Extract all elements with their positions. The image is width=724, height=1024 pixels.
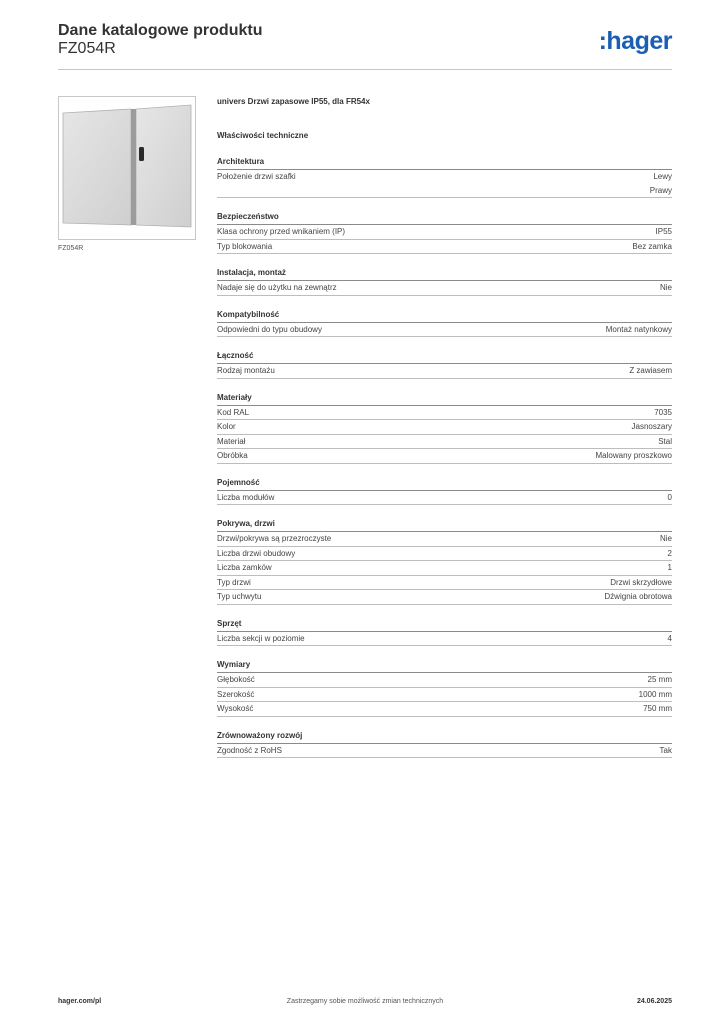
section-title: Pojemność — [217, 477, 672, 491]
spec-label: Położenie drzwi szafki — [217, 172, 296, 181]
spec-label: Szerokość — [217, 689, 255, 699]
door-illustration — [59, 97, 195, 239]
spec-row — [217, 240, 672, 255]
spec-value — [606, 323, 672, 337]
spec-row — [217, 532, 672, 547]
spec-label: Głębokość — [217, 675, 255, 684]
spec-row — [217, 547, 672, 562]
right-door-panel — [136, 105, 191, 227]
spec-row — [217, 323, 672, 338]
spec-row — [217, 406, 672, 421]
spec-label: Liczba modułów — [217, 492, 275, 502]
spec-value — [632, 420, 672, 434]
section-title: Bezpieczeństwo — [217, 211, 672, 225]
page-title: Dane katalogowe produktu — [58, 22, 263, 39]
spec-value — [660, 532, 672, 546]
product-description: univers Drzwi zapasowe IP55, dla FR54x — [217, 97, 370, 106]
spec-row — [217, 632, 672, 647]
spec-value-line: Jasnoszary — [631, 422, 672, 431]
spec-label: Typ drzwi — [217, 577, 251, 587]
spec-value-line: 1 — [667, 563, 672, 572]
logo-mark: : — [598, 27, 607, 55]
spec-value-line: IP55 — [655, 227, 672, 236]
product-code: FZ054R — [58, 40, 116, 57]
spec-label: Wysokość — [217, 704, 254, 713]
spec-value — [660, 744, 672, 758]
spec-label: Rodzaj montażu — [217, 366, 275, 375]
technical-properties-heading: Właściwości techniczne — [217, 131, 309, 140]
spec-value — [610, 576, 672, 590]
section-title: Architektura — [217, 156, 672, 170]
section-title: Sprzęt — [217, 618, 672, 632]
spec-value-line: Stal — [658, 436, 672, 446]
spec-section — [217, 350, 672, 379]
product-image — [58, 96, 196, 240]
spec-value-line: Malowany proszkowo — [595, 451, 672, 460]
spec-value — [648, 673, 672, 687]
spec-label: Liczba drzwi obudowy — [217, 548, 296, 558]
spec-value-line: Nie — [659, 283, 672, 292]
spec-value-line: Tak — [659, 745, 672, 755]
section-title: Kompatybilność — [217, 309, 672, 323]
spec-row — [217, 364, 672, 379]
spec-row — [217, 702, 672, 717]
spec-row — [217, 435, 672, 450]
spec-value — [629, 364, 672, 378]
door-handle — [139, 147, 144, 161]
spec-value — [660, 281, 672, 295]
spec-value — [654, 406, 672, 420]
spec-value-line: 0 — [667, 492, 672, 502]
spec-label: Klasa ochrony przed wnikaniem (IP) — [217, 227, 346, 236]
spec-section — [217, 518, 672, 605]
spec-section — [217, 618, 672, 647]
section-title: Zrównoważony rozwój — [217, 730, 672, 744]
spec-value-line: Z zawiasem — [629, 366, 672, 375]
header-divider — [58, 69, 672, 70]
hager-logo — [599, 28, 672, 54]
spec-value — [668, 547, 672, 561]
left-door-panel — [63, 109, 131, 225]
spec-label: Typ uchwytu — [217, 592, 262, 601]
spec-label: Typ blokowania — [217, 241, 273, 251]
spec-label: Zgodność z RoHS — [217, 745, 282, 755]
section-title: Łączność — [217, 350, 672, 364]
spec-row — [217, 420, 672, 435]
spec-label: Materiał — [217, 436, 246, 446]
spec-value-line: 25 mm — [647, 675, 672, 684]
spec-section — [217, 211, 672, 254]
spec-row — [217, 449, 672, 464]
spec-section — [217, 392, 672, 464]
spec-value — [668, 561, 672, 575]
footer-notice: Zastrzegamy sobie możliwość zmian technicznych — [286, 998, 444, 1005]
spec-value-line: 7035 — [654, 407, 672, 417]
spec-value — [643, 702, 672, 716]
spec-label: Liczba zamków — [217, 563, 272, 572]
spec-row — [217, 590, 672, 605]
spec-value — [668, 491, 672, 505]
footer-date: 24.06.2025 — [636, 998, 672, 1005]
spec-value-line: 2 — [667, 548, 672, 558]
spec-sections — [217, 156, 672, 758]
spec-label: Nadaje się do użytku na zewnątrz — [217, 283, 337, 292]
spec-value — [632, 240, 672, 254]
spec-value — [656, 225, 672, 239]
spec-section — [217, 267, 672, 296]
spec-value-line: Nie — [659, 534, 672, 543]
section-title: Wymiary — [217, 659, 672, 673]
spec-section — [217, 477, 672, 506]
spec-label: Liczba sekcji w poziomie — [217, 633, 305, 643]
spec-value-line: 4 — [667, 633, 672, 643]
spec-row — [217, 225, 672, 240]
spec-label: Drzwi/pokrywa są przezroczyste — [217, 534, 332, 543]
spec-value-line: Lewy — [653, 172, 672, 181]
spec-value-line: 1000 mm — [638, 689, 672, 699]
spec-value — [596, 449, 672, 463]
spec-row — [217, 576, 672, 591]
section-title: Materiały — [217, 392, 672, 406]
footer-website: hager.com/pl — [58, 998, 102, 1005]
spec-value — [658, 435, 672, 449]
spec-row — [217, 561, 672, 576]
spec-value-line: Montaż natynkowy — [605, 324, 672, 334]
spec-label: Odpowiedni do typu obudowy — [217, 324, 322, 334]
spec-content — [217, 95, 672, 758]
spec-label: Kolor — [217, 422, 236, 431]
spec-row — [217, 688, 672, 703]
spec-section — [217, 730, 672, 759]
spec-value — [639, 688, 672, 702]
spec-row — [217, 491, 672, 506]
spec-value-line: Prawy — [649, 185, 672, 195]
spec-label: Kod RAL — [217, 407, 250, 417]
spec-section — [217, 309, 672, 338]
spec-value — [604, 590, 672, 604]
door-gap — [131, 109, 136, 225]
spec-value-line: 750 mm — [643, 704, 672, 713]
product-image-caption: FZ054R — [58, 245, 84, 252]
section-title: Pokrywa, drzwi — [217, 518, 672, 532]
spec-value-line: Bez zamka — [632, 241, 672, 251]
section-title: Instalacja, montaż — [217, 267, 672, 281]
spec-row — [217, 170, 672, 198]
spec-section — [217, 156, 672, 198]
spec-row — [217, 673, 672, 688]
spec-value — [668, 632, 672, 646]
spec-row — [217, 281, 672, 296]
spec-value — [650, 170, 672, 197]
spec-value-line: Drzwi skrzydłowe — [610, 577, 672, 587]
spec-value-line: Dźwignia obrotowa — [604, 592, 672, 601]
logo-text: hager — [606, 27, 672, 55]
spec-label: Obróbka — [217, 451, 248, 460]
spec-row — [217, 744, 672, 759]
document-header — [58, 22, 672, 70]
spec-section — [217, 659, 672, 717]
